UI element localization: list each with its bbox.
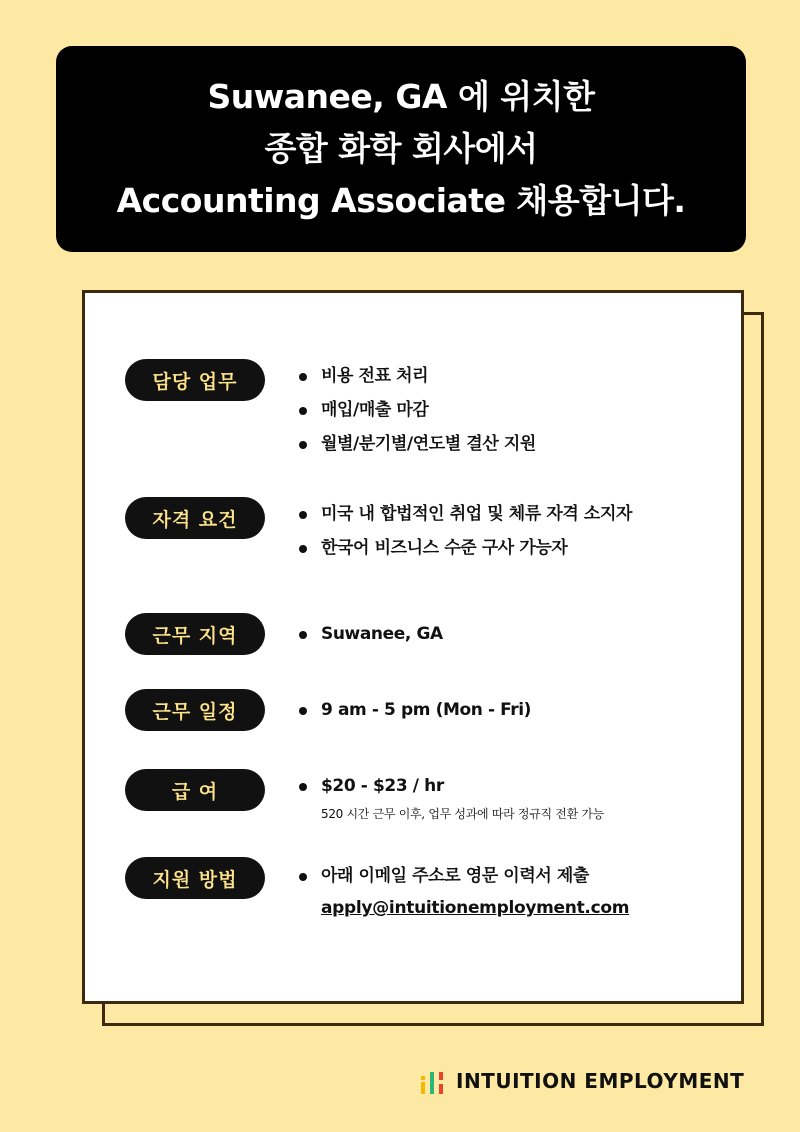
list-item: 미국 내 합법적인 취업 및 체류 자격 소지자: [297, 497, 727, 531]
schedule-list: [297, 693, 727, 727]
apply-email-link[interactable]: apply@intuitionemployment.com: [321, 898, 630, 918]
section-badge: 근무 일정: [125, 689, 265, 731]
salary-list: [297, 769, 727, 825]
list-item: $20 - $23 / hr: [297, 769, 727, 803]
list-item: Suwanee, GA: [297, 617, 727, 651]
list-item: 월별/분기별/연도별 결산 지원: [297, 427, 727, 461]
list-item: 매입/매출 마감: [297, 393, 727, 427]
duties-list: [297, 359, 727, 461]
list-item: 비용 전표 처리: [297, 359, 727, 393]
brand-mark-icon: [420, 1068, 446, 1094]
section-badge: 급 여: [125, 769, 265, 811]
section-badge: 근무 지역: [125, 613, 265, 655]
list-item: 한국어 비즈니스 수준 구사 가능자: [297, 531, 727, 565]
section-badge: 자격 요건: [125, 497, 265, 539]
section-badge: 지원 방법: [125, 857, 265, 899]
job-details-card: [82, 290, 744, 1004]
section-badge: 담당 업무: [125, 359, 265, 401]
headline-line-3: Accounting Associate 채용합니다.: [116, 181, 686, 220]
location-list: [297, 617, 727, 651]
headline-banner: [56, 46, 746, 252]
requirements-list: [297, 497, 727, 565]
brand-name: INTUITION EMPLOYMENT: [456, 1069, 745, 1093]
salary-note: 520 시간 근무 이후, 업무 성과에 따라 정규직 전환 가능: [321, 807, 604, 821]
apply-list: [297, 859, 727, 923]
brand-logo: [420, 1064, 744, 1098]
headline-line-1: Suwanee, GA 에 위치한: [207, 77, 595, 116]
list-item: 9 am - 5 pm (Mon - Fri): [297, 693, 727, 727]
headline-line-2: 종합 화학 회사에서: [264, 129, 538, 168]
list-item: 아래 이메일 주소로 영문 이력서 제출: [297, 859, 727, 893]
